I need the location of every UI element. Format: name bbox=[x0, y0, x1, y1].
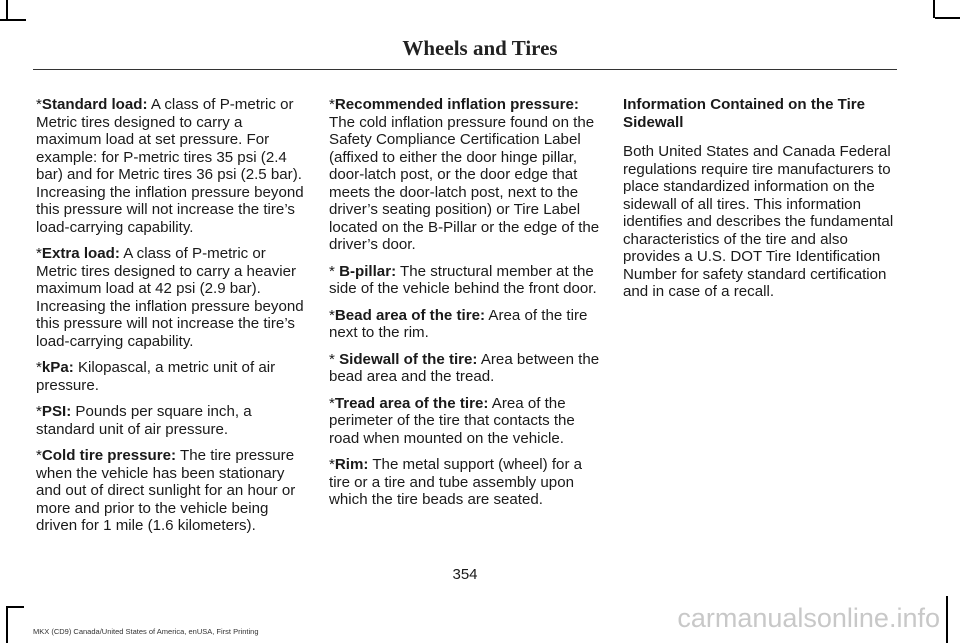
crop-mark bbox=[935, 17, 960, 19]
definition: *Cold tire pressure: The tire pressure when the vehicle has been stationary and out of direct sunlight for an hour or more and prior to the vehicle being driven for 1 mile (1.6 kilometers). bbox=[36, 447, 296, 534]
definition: *Extra load: A class of P-metric or Metric tires designed to carry a heavier maximum load at 42 psi (2.9 bar). Increasing the inflation pressure beyond this pressure will not increase the tire’s load-carrying capability. bbox=[36, 245, 304, 350]
header-rule bbox=[33, 69, 897, 70]
definition-text: Pounds per square inch, a standard unit of air pressure. bbox=[36, 403, 252, 438]
column-2 bbox=[329, 96, 603, 518]
definition-term: Bead area of the tire: bbox=[334, 306, 486, 324]
definition: *PSI: Pounds per square inch, a standard unit of air pressure. bbox=[36, 403, 252, 438]
definition-text: The metal support (wheel) for a tire or a tire and tube assembly upon which the tire beads are seated. bbox=[329, 456, 583, 508]
definition-term: Sidewall of the tire: bbox=[339, 350, 478, 368]
definition-term: Rim: bbox=[334, 456, 369, 473]
crop-mark bbox=[6, 606, 8, 643]
page-title: Wheels and Tires bbox=[402, 36, 558, 60]
definition: *Tread area of the tire: Area of the perimeter of the tire that contacts the road when mounted on the vehicle. bbox=[329, 394, 575, 447]
crop-mark bbox=[6, 0, 8, 21]
definition: * B-pillar: The structural member at the side of the vehicle behind the front door. bbox=[329, 262, 597, 297]
definition-text: Kilopascal, a metric unit of air pressure. bbox=[36, 359, 276, 394]
definition: *kPa: Kilopascal, a metric unit of air pressure. bbox=[36, 359, 276, 394]
definition: *Recommended inflation pressure: The cold inflation pressure found on the Safety Compliance Certification Label (affixed to either the door hinge pillar, door-latch post, or the door edge that meets the door-latch post, next to the driver’s seating position) or Tire Label located on the B-Pillar or the edge of the driver’s door. bbox=[329, 96, 600, 253]
crop-mark bbox=[0, 19, 26, 21]
section-heading: Information Contained on the Tire Sidewall bbox=[623, 96, 866, 131]
definition-term: B-pillar: bbox=[339, 262, 397, 280]
watermark: carmanualsonline.info bbox=[677, 603, 940, 633]
definition-term: Extra load: bbox=[41, 245, 120, 262]
crop-mark bbox=[946, 596, 948, 643]
footer-text: MKX (CD9) Canada/United States of America, enUSA, First Printing bbox=[33, 627, 259, 636]
definition-term: PSI: bbox=[41, 403, 72, 420]
definition-text: A class of P-metric or Metric tires designed to carry a maximum load at set pressure. For example: for P-metric tires 35 psi (2.4 bar) and for Metric tires 36 psi (2.5 bar). Increasing the inflation pressure beyond this pressure will not increase the tire’s load-carrying capability. bbox=[36, 96, 304, 236]
crop-mark bbox=[6, 606, 24, 608]
definition-text: Area of the perimeter of the tire that contacts the road when mounted on the vehicle. bbox=[329, 394, 575, 447]
page-number: 354 bbox=[452, 566, 478, 583]
definition-text: A class of P-metric or Metric tires designed to carry a heavier maximum load at 42 psi (2.9 bar). Increasing the inflation pressure beyond this pressure will not increase the tire’s load-carrying capability. bbox=[36, 245, 304, 350]
definition-term: Tread area of the tire: bbox=[334, 394, 489, 412]
definition: *Rim: The metal support (wheel) for a tire or a tire and tube assembly upon which the tire beads are seated. bbox=[329, 456, 583, 508]
definition-text: The structural member at the side of the vehicle behind the front door. bbox=[329, 262, 597, 297]
definition-text: The tire pressure when the vehicle has been stationary and out of direct sunlight for an hour or more and prior to the vehicle being driven for 1 mile (1.6 kilometers). bbox=[36, 447, 296, 534]
definition: *Bead area of the tire: Area of the tire next to the rim. bbox=[329, 306, 588, 341]
section-body: Both United States and Canada Federal regulations require tire manufacturers to place standardized information on the sidewall of all tires. This information identifies and describes the fundamental characteristics of the tire and also provides a U.S. DOT Tire Identification Number for safety standard certification and in case of a recall. bbox=[623, 143, 894, 300]
column-1 bbox=[36, 96, 308, 544]
column-3 bbox=[623, 96, 897, 310]
definition-text: Area between the bead area and the tread. bbox=[329, 350, 600, 385]
definition: * Sidewall of the tire: Area between the bead area and the tread. bbox=[329, 350, 600, 385]
crop-mark bbox=[933, 0, 935, 18]
definition: *Standard load: A class of P-metric or Metric tires designed to carry a maximum load at set pressure. For example: for P-metric tires 35 psi (2.4 bar) and for Metric tires 36 psi (2.5 bar). Increasing the inflation pressure beyond this pressure will not increase the tire’s load-carrying capability. bbox=[36, 96, 304, 236]
definition-text: Area of the tire next to the rim. bbox=[329, 306, 588, 341]
definition-term: Cold tire pressure: bbox=[41, 447, 177, 464]
definition-term: Standard load: bbox=[41, 96, 148, 113]
definition-term: Recommended inflation pressure: bbox=[334, 96, 579, 113]
definition-term: kPa: bbox=[41, 359, 74, 376]
definition-text: The cold inflation pressure found on the Safety Compliance Certification Label (affixed to either the door hinge pillar, door-latch post, or the door edge that meets the door-latch post, next to the driver’s seating position) or Tire Label located on the B-Pillar or the edge of the driver’s door. bbox=[329, 113, 600, 253]
